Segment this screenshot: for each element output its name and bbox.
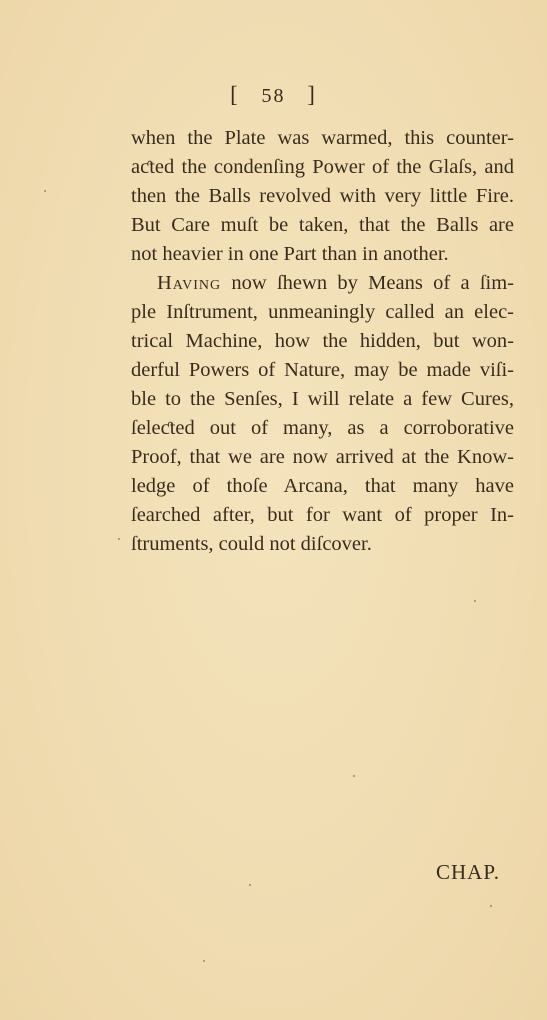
text-line: derful Powers of Nature, may be made viſi- xyxy=(131,359,514,381)
text-line: ble to the Senſes, I will relate a few Cures, xyxy=(131,388,514,410)
text-line: then the Balls revolved with very little Fire. xyxy=(131,185,514,207)
text-line: Proof, that we are now arrived at the Know- xyxy=(131,446,514,468)
lead-word: Having xyxy=(157,272,222,294)
close-bracket: ] xyxy=(307,82,317,107)
text-line: ſtruments, could not diſcover. xyxy=(131,533,372,555)
paper-speck xyxy=(249,884,251,886)
page-number-header xyxy=(0,82,547,108)
paper-speck xyxy=(118,538,120,540)
text-line xyxy=(157,271,514,295)
text-line: when the Plate was warmed, this counter- xyxy=(131,127,514,149)
text-line: ledge of thoſe Arcana, that many have xyxy=(131,475,514,497)
open-bracket: [ xyxy=(230,82,240,107)
text-line: ſeleƈted out of many, as a corroborative xyxy=(131,417,514,439)
paper-speck xyxy=(474,600,476,602)
paper-speck xyxy=(44,190,46,192)
text-line: But Care muſt be taken, that the Balls are xyxy=(131,214,514,236)
page-number: 58 xyxy=(261,85,286,107)
text-line: ple Inſtrument, unmeaningly called an elec- xyxy=(131,301,514,323)
paper-speck xyxy=(203,960,205,962)
text-line: ſearched after, but for want of proper In- xyxy=(131,504,514,526)
paper-speck xyxy=(353,775,355,777)
paper-speck xyxy=(490,905,492,907)
text-line: trical Machine, how the hidden, but won- xyxy=(131,330,514,352)
catchword: CHAP. xyxy=(436,860,500,884)
text-line: aƈted the condenſing Power of the Glaſs, and xyxy=(131,156,514,178)
text-line: not heavier in one Part than in another. xyxy=(131,243,449,265)
line-rest: now ſhewn by Means of a ſim- xyxy=(221,272,514,294)
